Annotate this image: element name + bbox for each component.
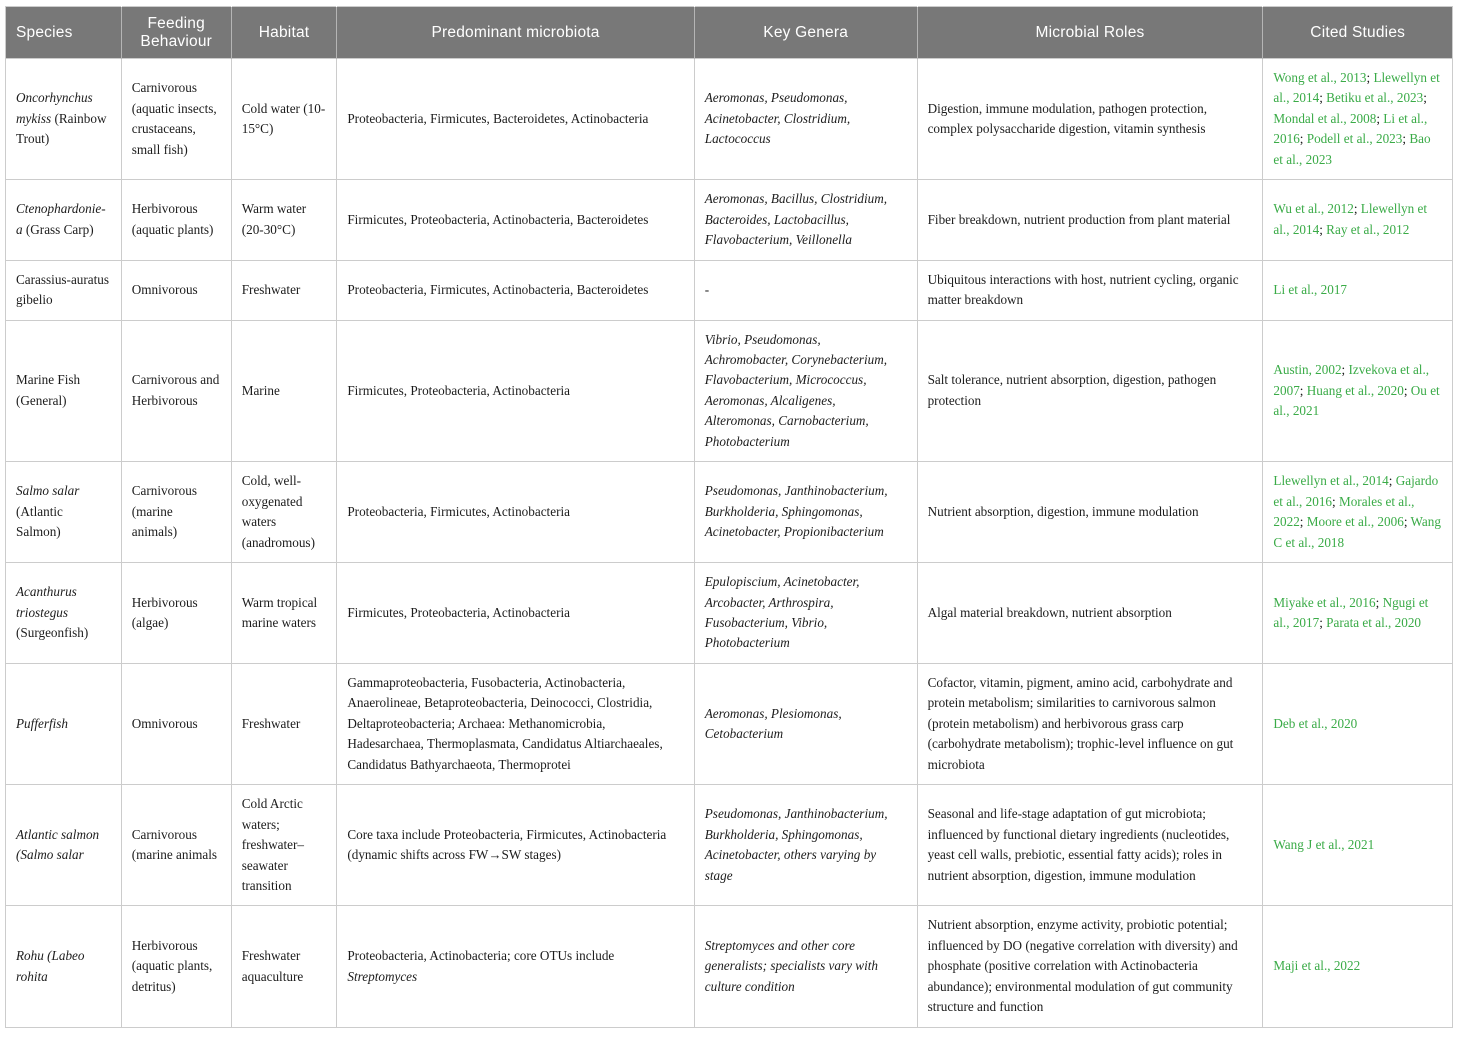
key-genera-cell — [694, 180, 917, 260]
citation-link[interactable]: Moore et al., 2006 — [1306, 514, 1404, 530]
table-row — [6, 663, 1453, 784]
plain-text: (Rainbow Trout) — [16, 110, 107, 147]
plain-text: Proteobacteria, Firmicutes, Actinobacteria — [347, 503, 570, 519]
header-species: Species — [6, 7, 122, 59]
plain-text: (Grass Carp) — [25, 221, 94, 237]
plain-text: Carassius-auratus gibelio — [16, 271, 110, 308]
habitat-cell: Marine — [231, 320, 337, 462]
plain-text: Gammaproteobacteria, Fusobacteria, Actinobacteria, Anaerolineae, Betaproteobacteria, Deinococci, Clostridia, Deltaproteobacteria; Archaea: Methanomicrobia, Hadesarchaea, Thermoplasmata, Candidatus Altiarchaeales, Candidatus Bathyarchaeota, Thermoprotei — [347, 674, 663, 772]
plain-text: Firmicutes, Proteobacteria, Actinobacteria — [347, 382, 570, 398]
plain-text: Marine Fish (General) — [16, 372, 81, 408]
feeding-behaviour-cell: Omnivorous — [121, 260, 231, 320]
plain-text: Core taxa include Proteobacteria, Firmicutes, Actinobacteria (dynamic shifts across FW→SW stages) — [347, 826, 667, 863]
table-body — [6, 59, 1453, 1028]
citation-link[interactable]: Bao et al., 2023 — [1273, 131, 1431, 167]
feeding-behaviour-cell: Carnivorous (marine animals — [121, 785, 231, 906]
cited-studies-cell — [1263, 785, 1453, 906]
fish-gut-microbiota-table — [5, 6, 1453, 1028]
microbial-roles-cell: Fiber breakdown, nutrient production from plant material — [917, 180, 1263, 260]
paper-table-page — [5, 6, 1453, 1028]
microbial-roles-cell: Salt tolerance, nutrient absorption, digestion, pathogen protection — [917, 320, 1263, 462]
citation-link[interactable]: Wong et al., 2013 — [1273, 70, 1367, 85]
habitat-cell: Freshwater aquaculture — [231, 906, 337, 1027]
citation-link[interactable]: Li et al., 2017 — [1273, 281, 1348, 297]
table-row — [6, 180, 1453, 260]
italic-text: Atlantic salmon (Salmo salar — [16, 826, 100, 863]
citation-link[interactable]: Morales et al., 2022 — [1273, 493, 1415, 530]
italic-text: Ctenophardonie-a — [16, 201, 106, 237]
citation-link[interactable]: Deb et al., 2020 — [1273, 715, 1358, 731]
species-cell — [6, 906, 122, 1027]
italic-text: Streptomyces and other core generalists; specialists vary with culture condition — [704, 937, 879, 994]
cited-studies-cell: Miyake et al., 2016; Ngugi et al., 2017; Parata et al., 2020 — [1263, 563, 1453, 664]
species-cell — [6, 563, 122, 664]
microbial-roles-cell: Seasonal and life-stage adaptation of gut microbiota; influenced by functional dietary ingredients (nucleotides, yeast cell walls, prebiotic, essential fatty acids); roles in nutrient absorption, digestion, immune modulation — [917, 785, 1263, 906]
citation-link[interactable]: Ngugi et al., 2017 — [1273, 594, 1429, 630]
predominant-microbiota-cell — [337, 260, 694, 320]
feeding-behaviour-cell: Herbivorous (algae) — [121, 563, 231, 664]
plain-text: Proteobacteria, Firmicutes, Actinobacteria, Bacteroidetes — [347, 281, 649, 297]
header-habitat: Habitat — [231, 7, 337, 59]
plain-text: (Surgeonfish) — [16, 625, 89, 641]
italic-text: Aeromonas, Pseudomonas, Acinetobacter, Clostridium, Lactococcus — [704, 90, 851, 147]
key-genera-cell — [694, 462, 917, 563]
cited-studies-cell — [1263, 663, 1453, 784]
species-cell — [6, 462, 122, 563]
microbial-roles-cell: Cofactor, vitamin, pigment, amino acid, carbohydrate and protein metabolism; similarities to carnivorous salmon (protein metabolism) and herbivorous grass carp (carbohydrate metabolism); trophic-level influence on gut microbiota — [917, 663, 1263, 784]
key-genera-cell — [694, 320, 917, 462]
header-predominant-microbiota: Predominant microbiota — [337, 7, 694, 59]
table-row — [6, 563, 1453, 664]
species-cell — [6, 785, 122, 906]
species-cell — [6, 320, 122, 462]
table-row — [6, 906, 1453, 1027]
cited-studies-cell — [1263, 260, 1453, 320]
italic-text: Vibrio, Pseudomonas, Achromobacter, Corynebacterium, Flavobacterium, Micrococcus, Aeromonas, Alcaligenes, Alteromonas, Carnobacterium, Photobacterium — [704, 331, 888, 449]
feeding-behaviour-cell: Herbivorous (aquatic plants) — [121, 180, 231, 260]
microbial-roles-cell: Nutrient absorption, digestion, immune modulation — [917, 462, 1263, 563]
plain-text: Firmicutes, Proteobacteria, Actinobacteria, Bacteroidetes — [347, 211, 649, 227]
italic-text: Pufferfish — [16, 715, 69, 731]
cited-studies-cell: Austin, 2002; Izvekova et al., 2007; Huang et al., 2020; Ou et al., 2021 — [1263, 320, 1453, 462]
feeding-behaviour-cell: Herbivorous (aquatic plants, detritus) — [121, 906, 231, 1027]
italic-text: Aeromonas, Bacillus, Clostridium, Bacteroides, Lactobacillus, Flavobacterium, Veillonella — [704, 191, 888, 248]
citation-link[interactable]: Maji et al., 2022 — [1273, 958, 1361, 974]
table-row — [6, 260, 1453, 320]
header-feeding-behaviour: Feeding Behaviour — [121, 7, 231, 59]
microbial-roles-cell: Nutrient absorption, enzyme activity, probiotic potential; influenced by DO (negative correlation with diversity) and phosphate (positive correlation with Actinobacteria abundance); environmental modulation of gut community structure and function — [917, 906, 1263, 1027]
habitat-cell: Cold water (10-15°C) — [231, 59, 337, 180]
table-row — [6, 462, 1453, 563]
citation-link[interactable]: Betiku et al., 2023 — [1326, 90, 1424, 106]
plain-text: (Atlantic Salmon) — [16, 503, 63, 540]
key-genera-cell — [694, 663, 917, 784]
citation-link[interactable]: Izvekova et al., 2007 — [1273, 362, 1430, 398]
citation-link[interactable]: Podell et al., 2023 — [1306, 131, 1403, 147]
cited-studies-cell: Llewellyn et al., 2014; Gajardo et al., 2016; Morales et al., 2022; Moore et al., 2006; Wang C et al., 2018 — [1263, 462, 1453, 563]
predominant-microbiota-cell — [337, 563, 694, 664]
key-genera-cell — [694, 260, 917, 320]
species-cell — [6, 260, 122, 320]
header-row — [6, 7, 1453, 59]
plain-text: - — [704, 281, 710, 297]
plain-text: Proteobacteria, Firmicutes, Bacteroidetes, Actinobacteria — [347, 110, 649, 126]
species-cell — [6, 663, 122, 784]
table-row — [6, 59, 1453, 180]
feeding-behaviour-cell: Carnivorous (aquatic insects, crustaceans, small fish) — [121, 59, 231, 180]
predominant-microbiota-cell — [337, 59, 694, 180]
citation-link[interactable]: Llewellyn et al., 2014 — [1273, 473, 1389, 489]
italic-text: Pseudomonas, Janthinobacterium, Burkholderia, Sphingomonas, Acinetobacter, Propionibacterium — [704, 483, 888, 540]
italic-text: Rohu (Labeo rohita — [16, 948, 85, 984]
italic-text: Pseudomonas, Janthinobacterium, Burkholderia, Sphingomonas, Acinetobacter, others varying by stage — [704, 806, 888, 883]
citation-link[interactable]: Li et al., 2016 — [1273, 110, 1428, 147]
citation-link[interactable]: Huang et al., 2020 — [1306, 382, 1404, 398]
table-row — [6, 785, 1453, 906]
plain-text: Firmicutes, Proteobacteria, Actinobacteria — [347, 604, 570, 620]
predominant-microbiota-cell — [337, 180, 694, 260]
header-microbial-roles: Microbial Roles — [917, 7, 1263, 59]
citation-link[interactable]: Mondal et al., 2008 — [1273, 110, 1377, 126]
feeding-behaviour-cell: Omnivorous — [121, 663, 231, 784]
citation-link[interactable]: Ou et al., 2021 — [1273, 382, 1440, 419]
feeding-behaviour-cell: Carnivorous and Herbivorous — [121, 320, 231, 462]
italic-text: Oncorhynchus mykiss — [16, 90, 93, 126]
citation-link[interactable]: Llewellyn et al., 2014 — [1273, 201, 1428, 237]
key-genera-cell — [694, 563, 917, 664]
microbial-roles-cell: Digestion, immune modulation, pathogen protection, complex polysaccharide digestion, vitamin synthesis — [917, 59, 1263, 180]
microbial-roles-cell: Ubiquitous interactions with host, nutrient cycling, organic matter breakdown — [917, 260, 1263, 320]
header-key-genera: Key Genera — [694, 7, 917, 59]
species-cell — [6, 59, 122, 180]
predominant-microbiota-cell — [337, 906, 694, 1027]
plain-text: Proteobacteria, Actinobacteria; core OTUs include — [347, 948, 615, 964]
predominant-microbiota-cell — [337, 320, 694, 462]
predominant-microbiota-cell — [337, 663, 694, 784]
citation-link[interactable]: Miyake et al., 2016 — [1273, 594, 1376, 610]
citation-link[interactable]: Gajardo et al., 2016 — [1273, 473, 1439, 509]
italic-text: Streptomyces — [347, 968, 418, 984]
habitat-cell: Cold, well-oxygenated waters (anadromous) — [231, 462, 337, 563]
habitat-cell: Freshwater — [231, 260, 337, 320]
predominant-microbiota-cell — [337, 462, 694, 563]
citation-link[interactable]: Wang C et al., 2018 — [1273, 514, 1441, 550]
table-row — [6, 320, 1453, 462]
key-genera-cell — [694, 59, 917, 180]
italic-text: Acanthurus triostegus — [16, 584, 77, 620]
species-cell — [6, 180, 122, 260]
habitat-cell: Freshwater — [231, 663, 337, 784]
header-cited-studies: Cited Studies — [1263, 7, 1453, 59]
cited-studies-cell — [1263, 906, 1453, 1027]
italic-text: Aeromonas, Plesiomonas, Cetobacterium — [704, 705, 842, 741]
cited-studies-cell: Wong et al., 2013; Llewellyn et al., 2014; Betiku et al., 2023; Mondal et al., 2008; Li et al., 2016; Podell et al., 2023; Bao et al., 2023 — [1263, 59, 1453, 180]
italic-text: Salmo salar — [16, 483, 80, 499]
key-genera-cell — [694, 906, 917, 1027]
predominant-microbiota-cell — [337, 785, 694, 906]
citation-link[interactable]: Llewellyn et al., 2014 — [1273, 70, 1440, 106]
habitat-cell: Warm water (20-30°C) — [231, 180, 337, 260]
citation-link[interactable]: Ray et al., 2012 — [1326, 221, 1410, 237]
citation-link[interactable]: Parata et al., 2020 — [1326, 614, 1422, 630]
citation-link[interactable]: Austin, 2002 — [1273, 362, 1342, 378]
italic-text: Epulopiscium, Acinetobacter, Arcobacter, Arthrospira, Fusobacterium, Vibrio, Photobacterium — [704, 574, 860, 651]
feeding-behaviour-cell: Carnivorous (marine animals) — [121, 462, 231, 563]
citation-link[interactable]: Wu et al., 2012 — [1273, 201, 1354, 217]
microbial-roles-cell: Algal material breakdown, nutrient absorption — [917, 563, 1263, 664]
habitat-cell: Warm tropical marine waters — [231, 563, 337, 664]
cited-studies-cell: Wu et al., 2012; Llewellyn et al., 2014; Ray et al., 2012 — [1263, 180, 1453, 260]
citation-link[interactable]: Wang J et al., 2021 — [1273, 837, 1375, 853]
habitat-cell: Cold Arctic waters; freshwater–seawater transition — [231, 785, 337, 906]
table-header — [6, 7, 1453, 59]
key-genera-cell — [694, 785, 917, 906]
